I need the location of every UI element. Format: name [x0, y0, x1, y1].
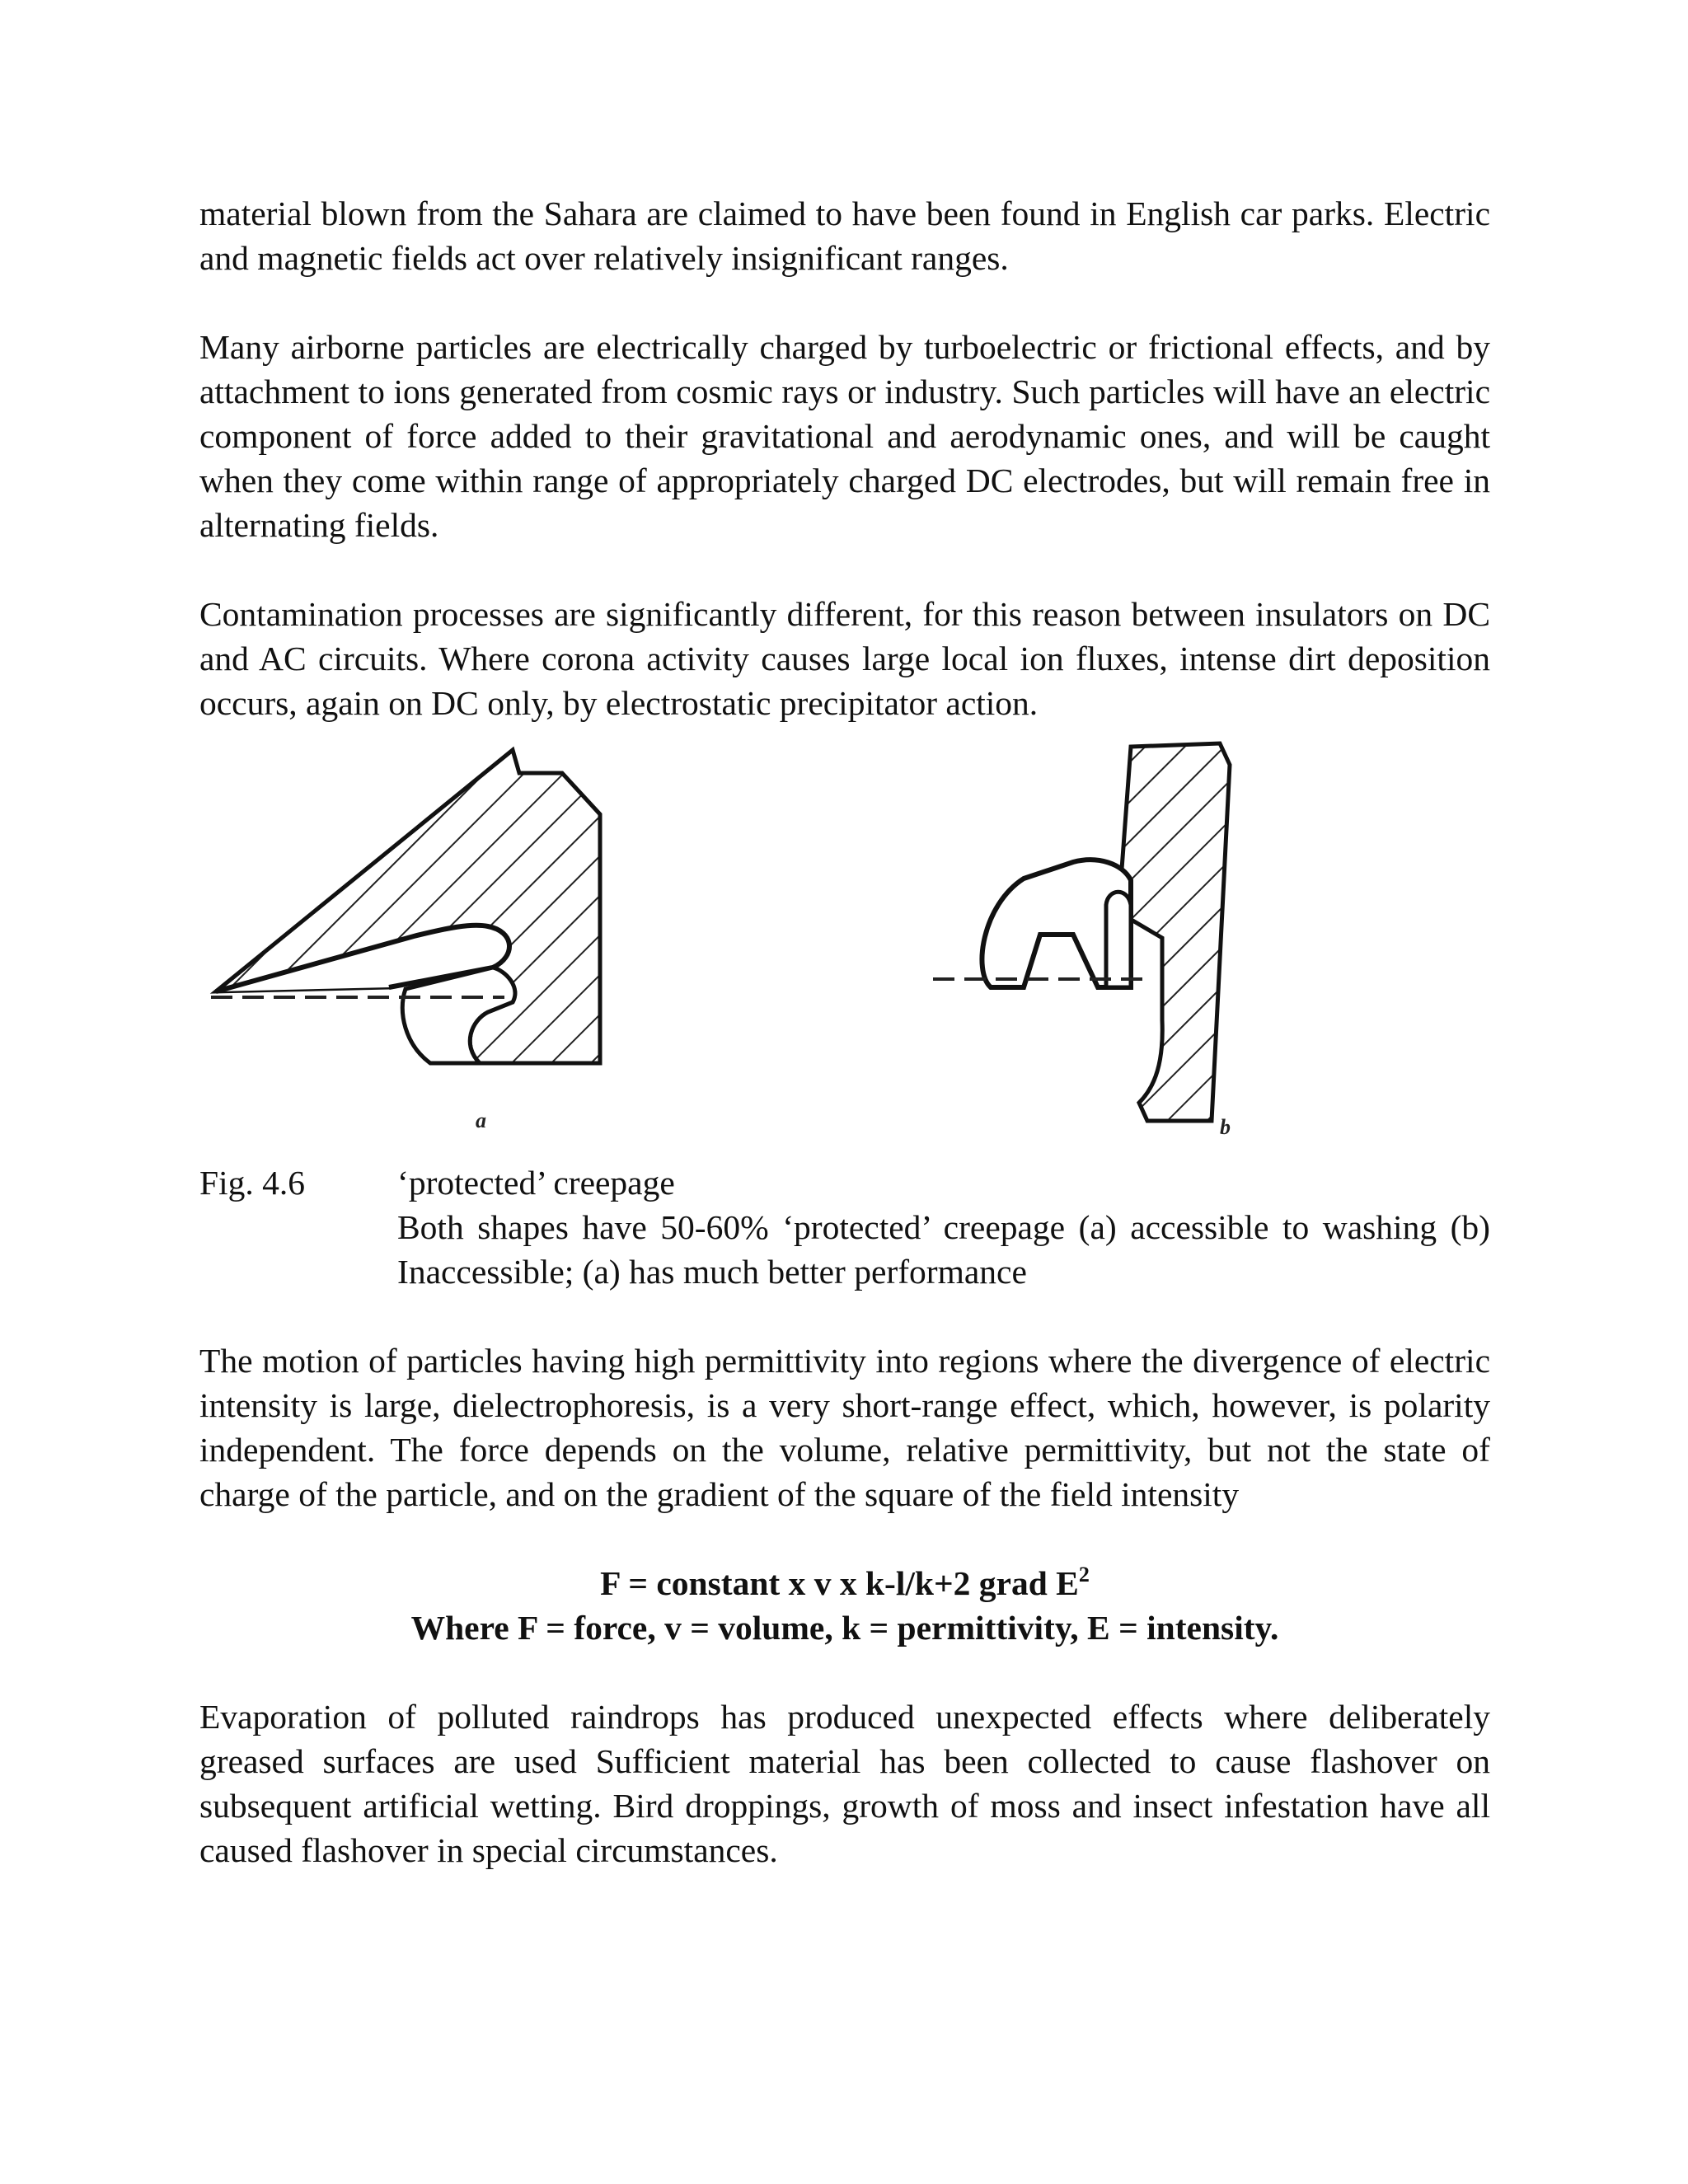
figure-label-b: b: [1220, 1115, 1231, 1139]
document-page: [199, 191, 1490, 1872]
paragraph-contamination-processes: Contamination processes are significantly different, for this reason between insulators on DC and AC circuits. Where corona activity causes large local ion fluxes, intense dirt deposition occurs, again on DC only, by electrostatic precipitator action.: [199, 595, 1490, 722]
figure-label-a: a: [476, 1108, 486, 1132]
figure-title: ‘protected’ creepage: [397, 1164, 675, 1202]
paragraph-dielectrophoresis: The motion of particles having high permittivity into regions where the divergence of electric intensity is large, dielectrophoresis, is a very short-range effect, which, however, is polarity independent. The force depends on the volume, relative permittivity, but not the state of charge of the particle, and on the gradient of the square of the field intensity: [199, 1342, 1490, 1513]
insulator-profile-b: [933, 743, 1230, 1121]
figure-number: Fig. 4.6: [199, 1164, 305, 1202]
figure-description: Both shapes have 50-60% ‘protected’ creepage (a) accessible to washing (b) Inaccessible; (a) has much better performance: [397, 1208, 1490, 1291]
formula-legend: Where F = force, v = volume, k = permittivity, E = intensity.: [410, 1609, 1279, 1647]
paragraph-sahara-material: material blown from the Sahara are claimed to have been found in English car parks. Electric and magnetic fields act over relatively insignificant ranges.: [199, 194, 1490, 277]
formula-exponent: 2: [1078, 1563, 1090, 1586]
paragraph-evaporation: Evaporation of polluted raindrops has produced unexpected effects where deliberately greased surfaces are used Sufficient material has been collected to cause flashover on subsequent artificial wetting. Bird droppings, growth of moss and insect infestation have all caused flashover in special circumstances.: [199, 1698, 1490, 1869]
insulator-profile-a: [211, 750, 600, 1063]
paragraph-airborne-particles: Many airborne particles are electrically charged by turboelectric or frictional effects, and by attachment to ions generated from cosmic rays or industry. Such particles will have an electric component of force added to their gravitational and aerodynamic ones, and will be caught when they come within range of appropriately charged DC electrodes, but will remain free in alternating fields.: [199, 328, 1490, 544]
force-formula: [199, 1561, 1490, 1650]
formula-equation: F = constant x v x k-l/k+2 grad $E^2$: [600, 1563, 1090, 1602]
insulator-profiles-drawing: [199, 740, 1490, 1152]
figure-insulator-profiles: [199, 740, 1490, 1152]
figure-caption: [199, 1160, 1490, 1294]
